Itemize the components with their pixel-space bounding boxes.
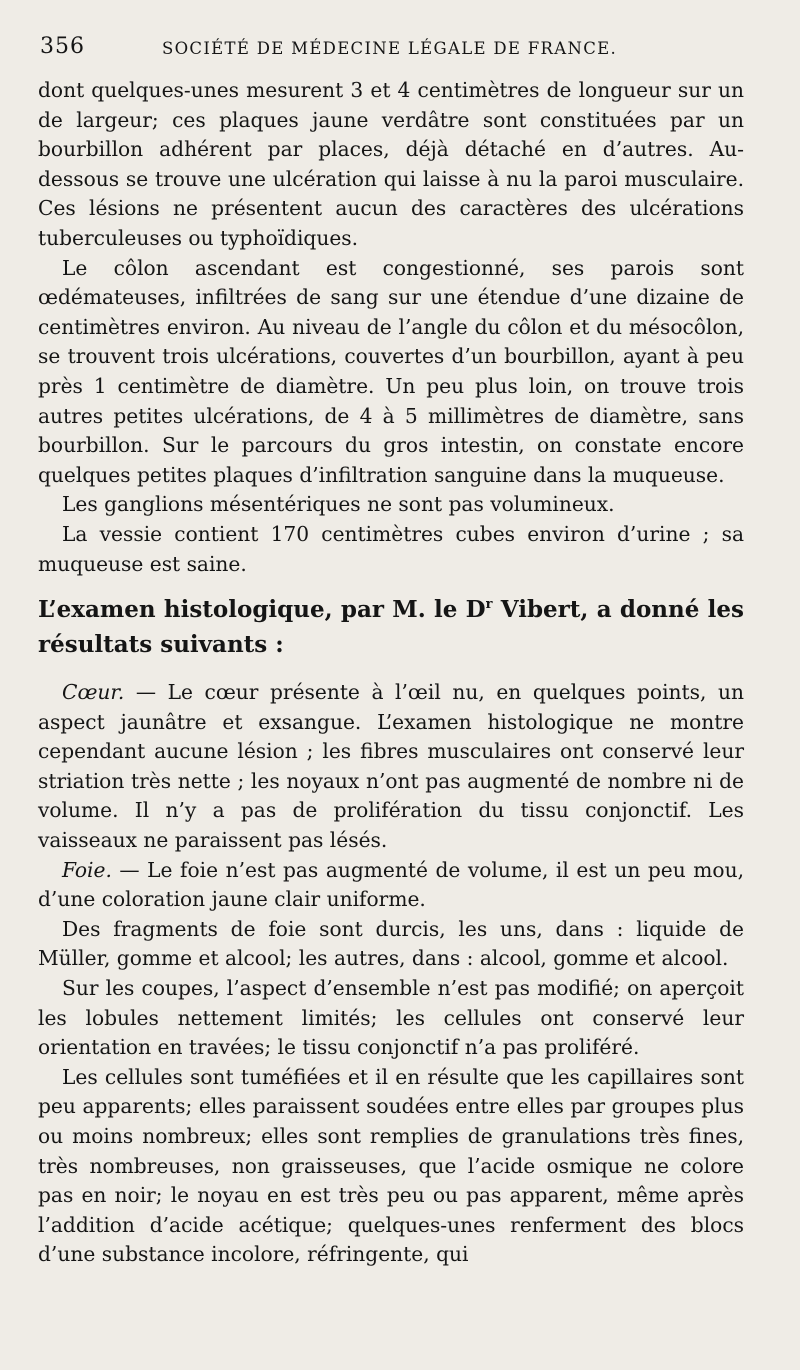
paragraph-coeur bbox=[38, 678, 744, 856]
paragraph-colon: Le côlon ascendant est congestionné, ses parois sont œdémateuses, infiltrées de sang sur une étendue d’une dizaine de centimètres environ. Au niveau de l’angle du côlon et du mésocôlon, se trouvent trois ulcérations, couvertes d’un bourbillon, ayant à peu près 1 centimètre de diamètre. Un peu plus loin, on trouve trois autres petites ulcérations, de 4 à 5 millimètres de diamètre, sans bourbillon. Sur le parcours du gros intestin, on constate encore quelques petites plaques d’infiltration sanguine dans la muqueuse. bbox=[38, 255, 744, 487]
page-number: 356 bbox=[40, 34, 85, 59]
paragraph-foie bbox=[38, 856, 744, 915]
paragraph-vessie: La vessie contient 170 centimètres cubes environ d’urine ; sa muqueuse est saine. bbox=[38, 521, 744, 576]
lead-coeur: Cœur. bbox=[62, 680, 125, 705]
section-heading bbox=[38, 592, 744, 662]
running-title: SOCIÉTÉ DE MÉDECINE LÉGALE DE FRANCE. bbox=[162, 39, 618, 58]
text-coeur: — Le cœur présente à l’œil nu, en quelques points, un aspect jaunâtre et exsangue. L’examen histologique ne montre cependant aucune lésion ; les fibres musculaires ont conservé leur striation très nette ; les noyaux n’ont pas augmenté de nombre ni de volume. Il n’y a pas de prolifération du tissu conjonctif. Les vaisseaux ne paraissent pas lésés. bbox=[38, 680, 744, 853]
paragraph-continuation: dont quelques-unes mesurent 3 et 4 centimètres de longueur sur un de largeur; ces plaques jaune verdâtre sont constituées par un bourbillon adhérent par places, déjà détaché en d’autres. Au-dessous se trouve une ulcération qui laisse à nu la paroi musculaire. Ces lésions ne présentent aucun des caractères des ulcérations tuberculeuses ou typhoïdiques. bbox=[38, 78, 744, 250]
paragraph-ganglions: Les ganglions mésentériques ne sont pas volumineux. bbox=[62, 492, 615, 517]
heading-superscript: r bbox=[485, 597, 493, 613]
text-foie: — Le foie n’est pas augmenté de volume, il est un peu mou, d’une coloration jaune clair uniforme. bbox=[38, 857, 744, 912]
heading-text: L’examen histologique, par M. le D bbox=[38, 596, 486, 624]
paragraph-fragments: Des fragments de foie sont durcis, les uns, dans : liquide de Müller, gomme et alcool; les autres, dans : alcool, gomme et alcool. bbox=[38, 916, 744, 971]
body-text bbox=[38, 76, 744, 1270]
lead-foie: Foie. bbox=[62, 857, 112, 882]
paragraph-coupes: Sur les coupes, l’aspect d’ensemble n’est pas modifié; on aperçoit les lobules nettement limités; les cellules ont conservé leur orientation en travées; le tissu conjonctif n’a pas proliféré. bbox=[38, 976, 744, 1060]
paragraph-cellules: Les cellules sont tuméfiées et il en résulte que les capillaires sont peu apparents; elles paraissent soudées entre elles par groupes plus ou moins nombreux; elles sont remplies de granulations très fines, très nombreuses, non graisseuses, que l’acide osmique ne colore pas en noir; le noyau en est très peu ou pas apparent, même après l’addition d’acide acétique; quelques-unes renferment des blocs d’une substance incolore, réfringente, qui bbox=[38, 1064, 744, 1267]
page-header bbox=[40, 34, 740, 64]
heading-text-end: Vibert, a donné les résultats suivants : bbox=[38, 596, 744, 659]
